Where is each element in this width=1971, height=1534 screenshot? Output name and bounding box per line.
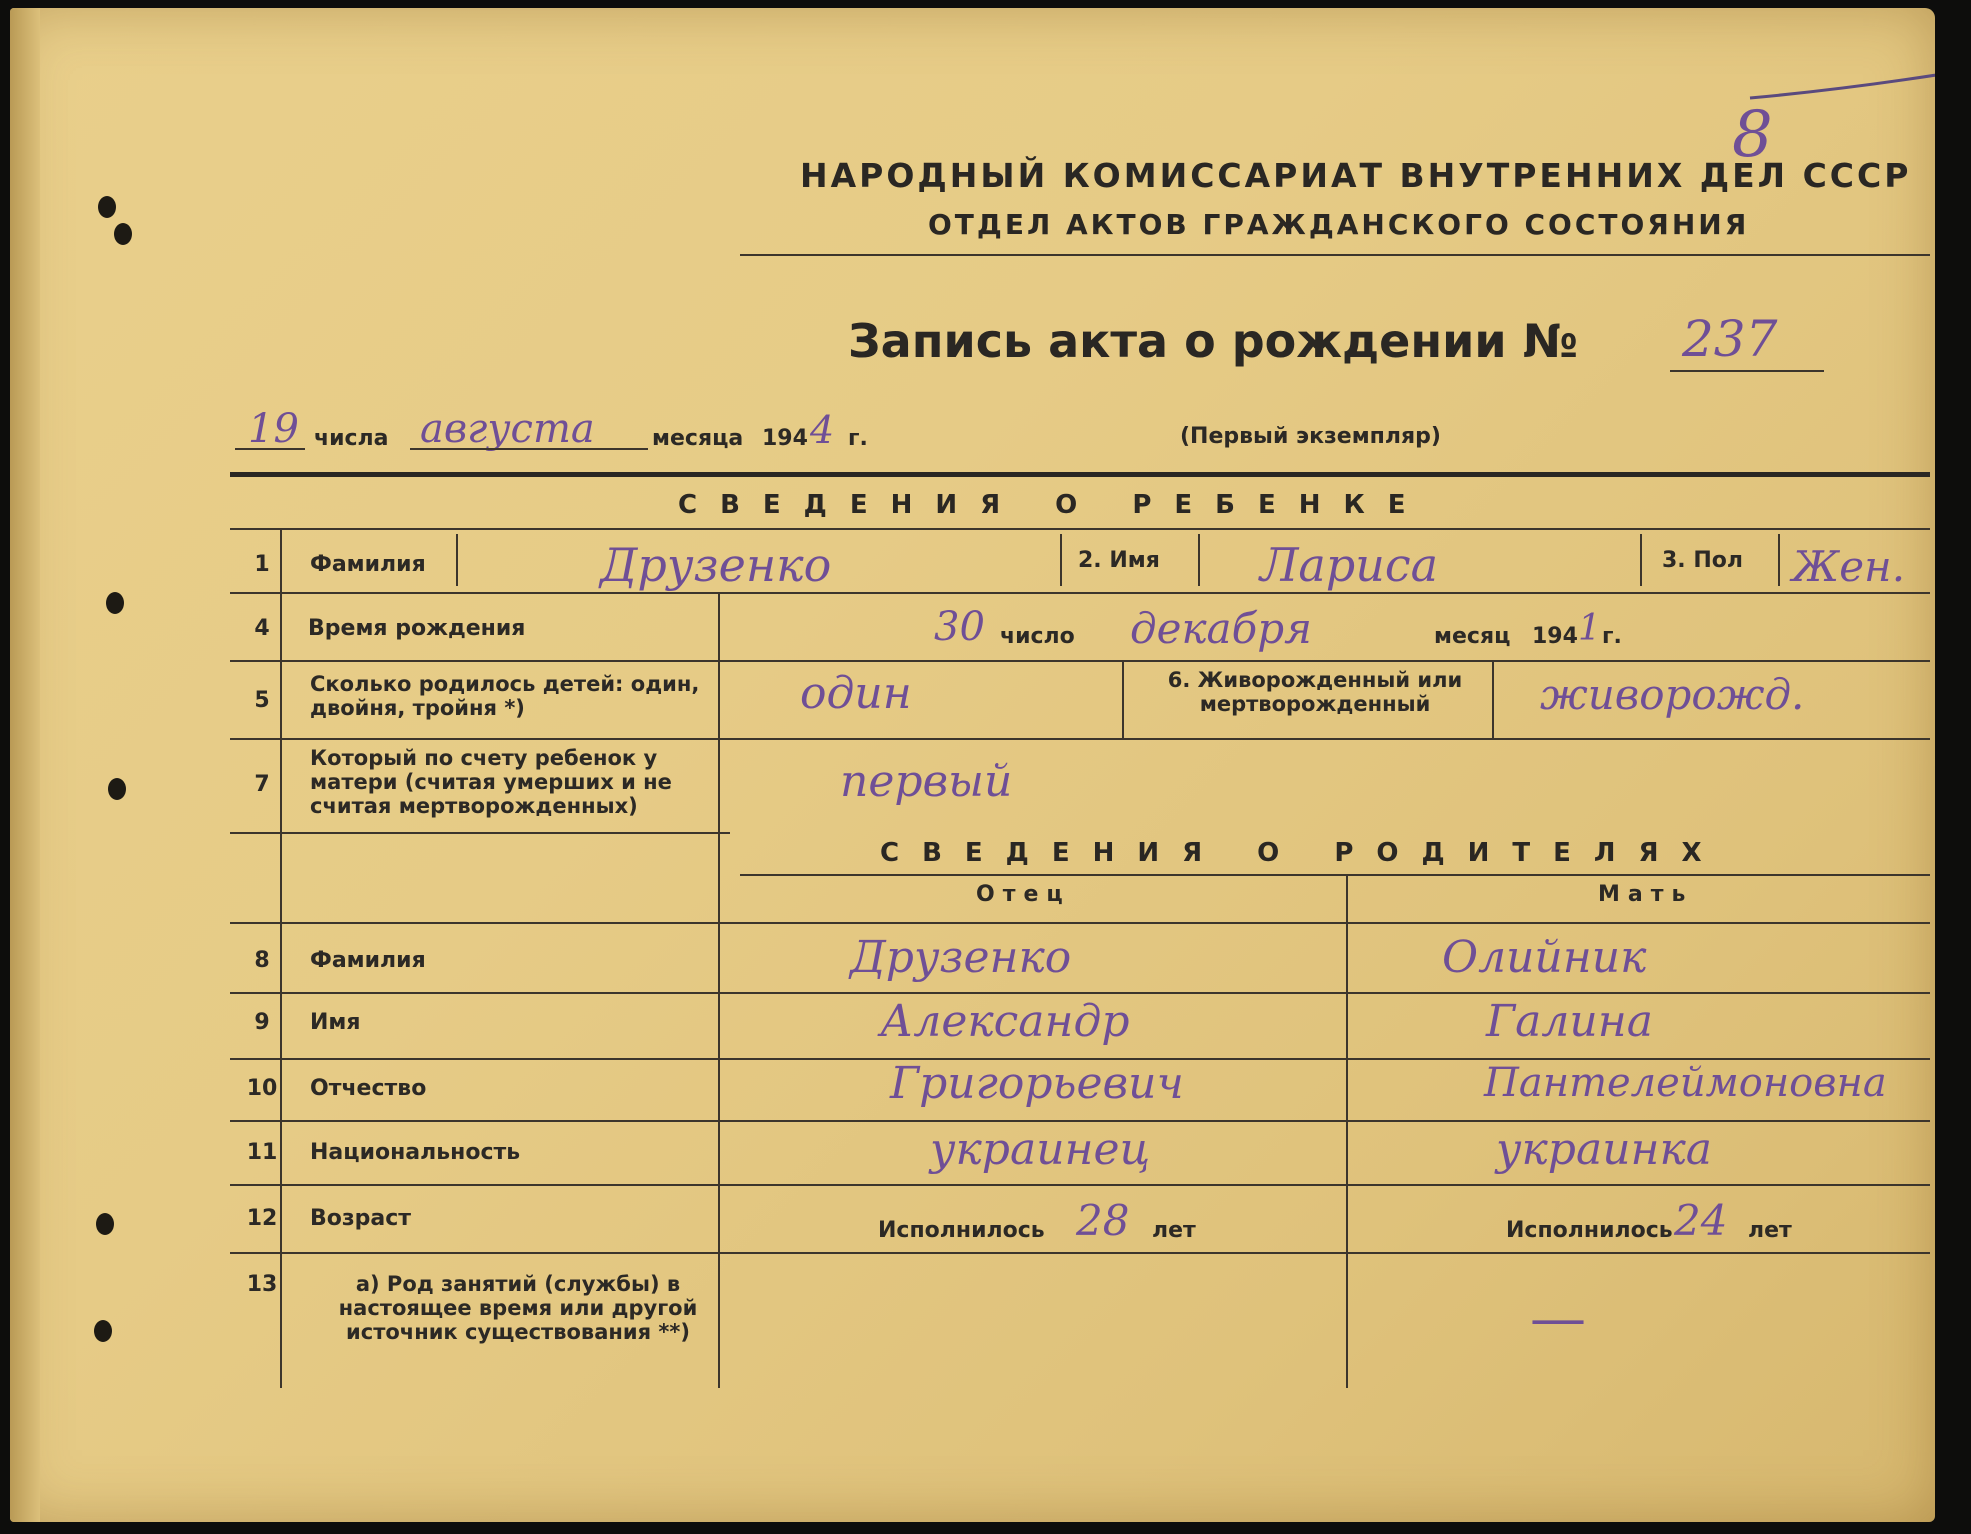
mother-age-prefix: Исполнилось: [1506, 1218, 1673, 1243]
row-number: 8: [254, 948, 270, 973]
parent-name-label: Имя: [310, 1010, 361, 1035]
mother-nationality: украинка: [1496, 1124, 1713, 1175]
name-value-rule: [1198, 534, 1200, 586]
birth-time-label: Время рождения: [308, 616, 526, 641]
registration-month: августа: [420, 406, 595, 452]
children-count-label: Сколько родилось детей: один, двойня, тройня *): [310, 672, 700, 720]
department-heading: ОТДЕЛ АКТОВ ГРАЖДАНСКОГО СОСТОЯНИЯ: [928, 208, 1750, 241]
mother-patronymic: Пантелеймоновна: [1484, 1060, 1887, 1106]
binding-hole: [94, 1320, 112, 1342]
parents-heading-rule: [740, 874, 1930, 876]
parent-surname-label: Фамилия: [310, 948, 426, 973]
sex-label-rule: [1640, 534, 1642, 586]
binding-hole: [114, 223, 132, 245]
liveborn-value-rule: [1492, 660, 1494, 738]
birth-month-label: месяц: [1434, 624, 1511, 649]
name-label-rule: [1060, 534, 1062, 586]
row-rule: [230, 922, 1930, 924]
binding-hole: [96, 1213, 114, 1235]
birth-year-suffix: г.: [1602, 624, 1622, 649]
birth-month: декабря: [1130, 604, 1312, 653]
corner-strike-icon: [1740, 58, 1935, 118]
row-rule: [230, 1184, 1930, 1186]
birth-order: первый: [840, 756, 1013, 807]
children-count: один: [800, 668, 912, 719]
row-number: 11: [246, 1140, 278, 1165]
surname-label-rule: [456, 534, 458, 586]
mother-age-suffix: лет: [1748, 1218, 1792, 1243]
row-number: 5: [254, 688, 270, 713]
table-top-rule: [230, 472, 1930, 477]
header-rule: [740, 254, 1930, 256]
age-label: Возраст: [310, 1206, 412, 1231]
father-age-prefix: Исполнилось: [878, 1218, 1045, 1243]
father-age-suffix: лет: [1152, 1218, 1196, 1243]
child-section-heading: СВЕДЕНИЯ О РЕБЕНКЕ: [678, 490, 1429, 520]
registration-day-line: [235, 448, 305, 450]
row-number: 4: [254, 616, 270, 641]
ministry-heading: НАРОДНЫЙ КОМИССАРИАТ ВНУТРЕННИХ ДЕЛ СССР: [800, 156, 1912, 195]
father-patronymic: Григорьевич: [890, 1058, 1184, 1109]
father-name: Александр: [880, 996, 1130, 1047]
birth-year-prefix: 194: [1532, 624, 1578, 649]
binding-hole: [108, 778, 126, 800]
row-number: 13: [246, 1272, 278, 1297]
row-rule: [230, 660, 1930, 662]
child-name-label: 2. Имя: [1078, 548, 1160, 573]
birth-record-sheet: [10, 8, 1935, 1522]
mother-column-heading: Мать: [1598, 882, 1694, 907]
row-rule: [230, 1252, 1930, 1254]
parents-section-heading: СВЕДЕНИЯ О РОДИТЕЛЯХ: [880, 838, 1725, 868]
child-heading-rule: [230, 528, 1930, 530]
row-rule: [230, 992, 1930, 994]
nationality-label: Национальность: [310, 1140, 521, 1165]
copy-designation: (Первый экземпляр): [1180, 424, 1441, 449]
mother-surname: Олийник: [1442, 932, 1647, 983]
binding-hole: [98, 196, 116, 218]
row-rule: [230, 592, 1930, 594]
registration-day: 19: [248, 406, 299, 452]
record-number: 237: [1682, 310, 1778, 368]
registration-year-prefix: 194: [762, 426, 808, 451]
father-age: 28: [1076, 1196, 1130, 1245]
row-number: 7: [254, 772, 270, 797]
father-nationality: украинец: [930, 1124, 1151, 1175]
birth-day-label: число: [1000, 624, 1075, 649]
birth-year-digit: 1: [1578, 608, 1601, 649]
registration-month-label: месяца: [652, 426, 744, 451]
row-rule: [230, 1120, 1930, 1122]
registration-year-suffix: г.: [848, 426, 868, 451]
registration-day-label: числа: [314, 426, 389, 451]
surname-label: Фамилия: [310, 552, 426, 577]
label-column-rule: [718, 592, 720, 1388]
document-title: Запись акта о рождении №: [848, 314, 1578, 368]
row-number: 12: [246, 1206, 278, 1231]
birth-order-label: Который по счету ребенок у матери (считая умерших и не считая мертворожденных): [310, 746, 672, 818]
row-number: 1: [254, 552, 270, 577]
liveborn-label: 6. Живорожденный или мертворожденный: [1167, 668, 1463, 716]
child-name: Лариса: [1260, 538, 1439, 592]
patronymic-label: Отчество: [310, 1076, 427, 1101]
mother-name: Галина: [1486, 996, 1653, 1047]
child-surname: Друзенко: [600, 538, 832, 592]
sex-value-rule: [1778, 534, 1780, 586]
liveborn-label-rule: [1122, 660, 1124, 738]
child-sex-label: 3. Пол: [1662, 548, 1743, 573]
record-number-line: [1670, 370, 1824, 372]
row-rule: [230, 738, 1930, 740]
parents-column-rule: [1346, 874, 1348, 1388]
row-number: 9: [254, 1010, 270, 1035]
father-column-heading: Отец: [976, 882, 1071, 907]
birth-day: 30: [934, 604, 985, 650]
mother-age: 24: [1674, 1196, 1728, 1245]
row-number: 10: [246, 1076, 278, 1101]
page-edge-shadow: [10, 8, 40, 1522]
binding-hole: [106, 592, 124, 614]
father-surname: Друзенко: [850, 932, 1072, 983]
child-sex: Жен.: [1792, 542, 1906, 591]
liveborn-value: живорожд.: [1540, 670, 1805, 719]
registration-year-digit: 4: [810, 408, 835, 452]
registration-month-line: [410, 448, 648, 450]
corner-page-mark: 8: [1732, 98, 1773, 172]
row-rule: [230, 832, 730, 834]
mother-occupation: —: [1530, 1286, 1586, 1351]
occupation-label: а) Род занятий (службы) в настоящее время или другой источник существования **): [338, 1272, 698, 1344]
